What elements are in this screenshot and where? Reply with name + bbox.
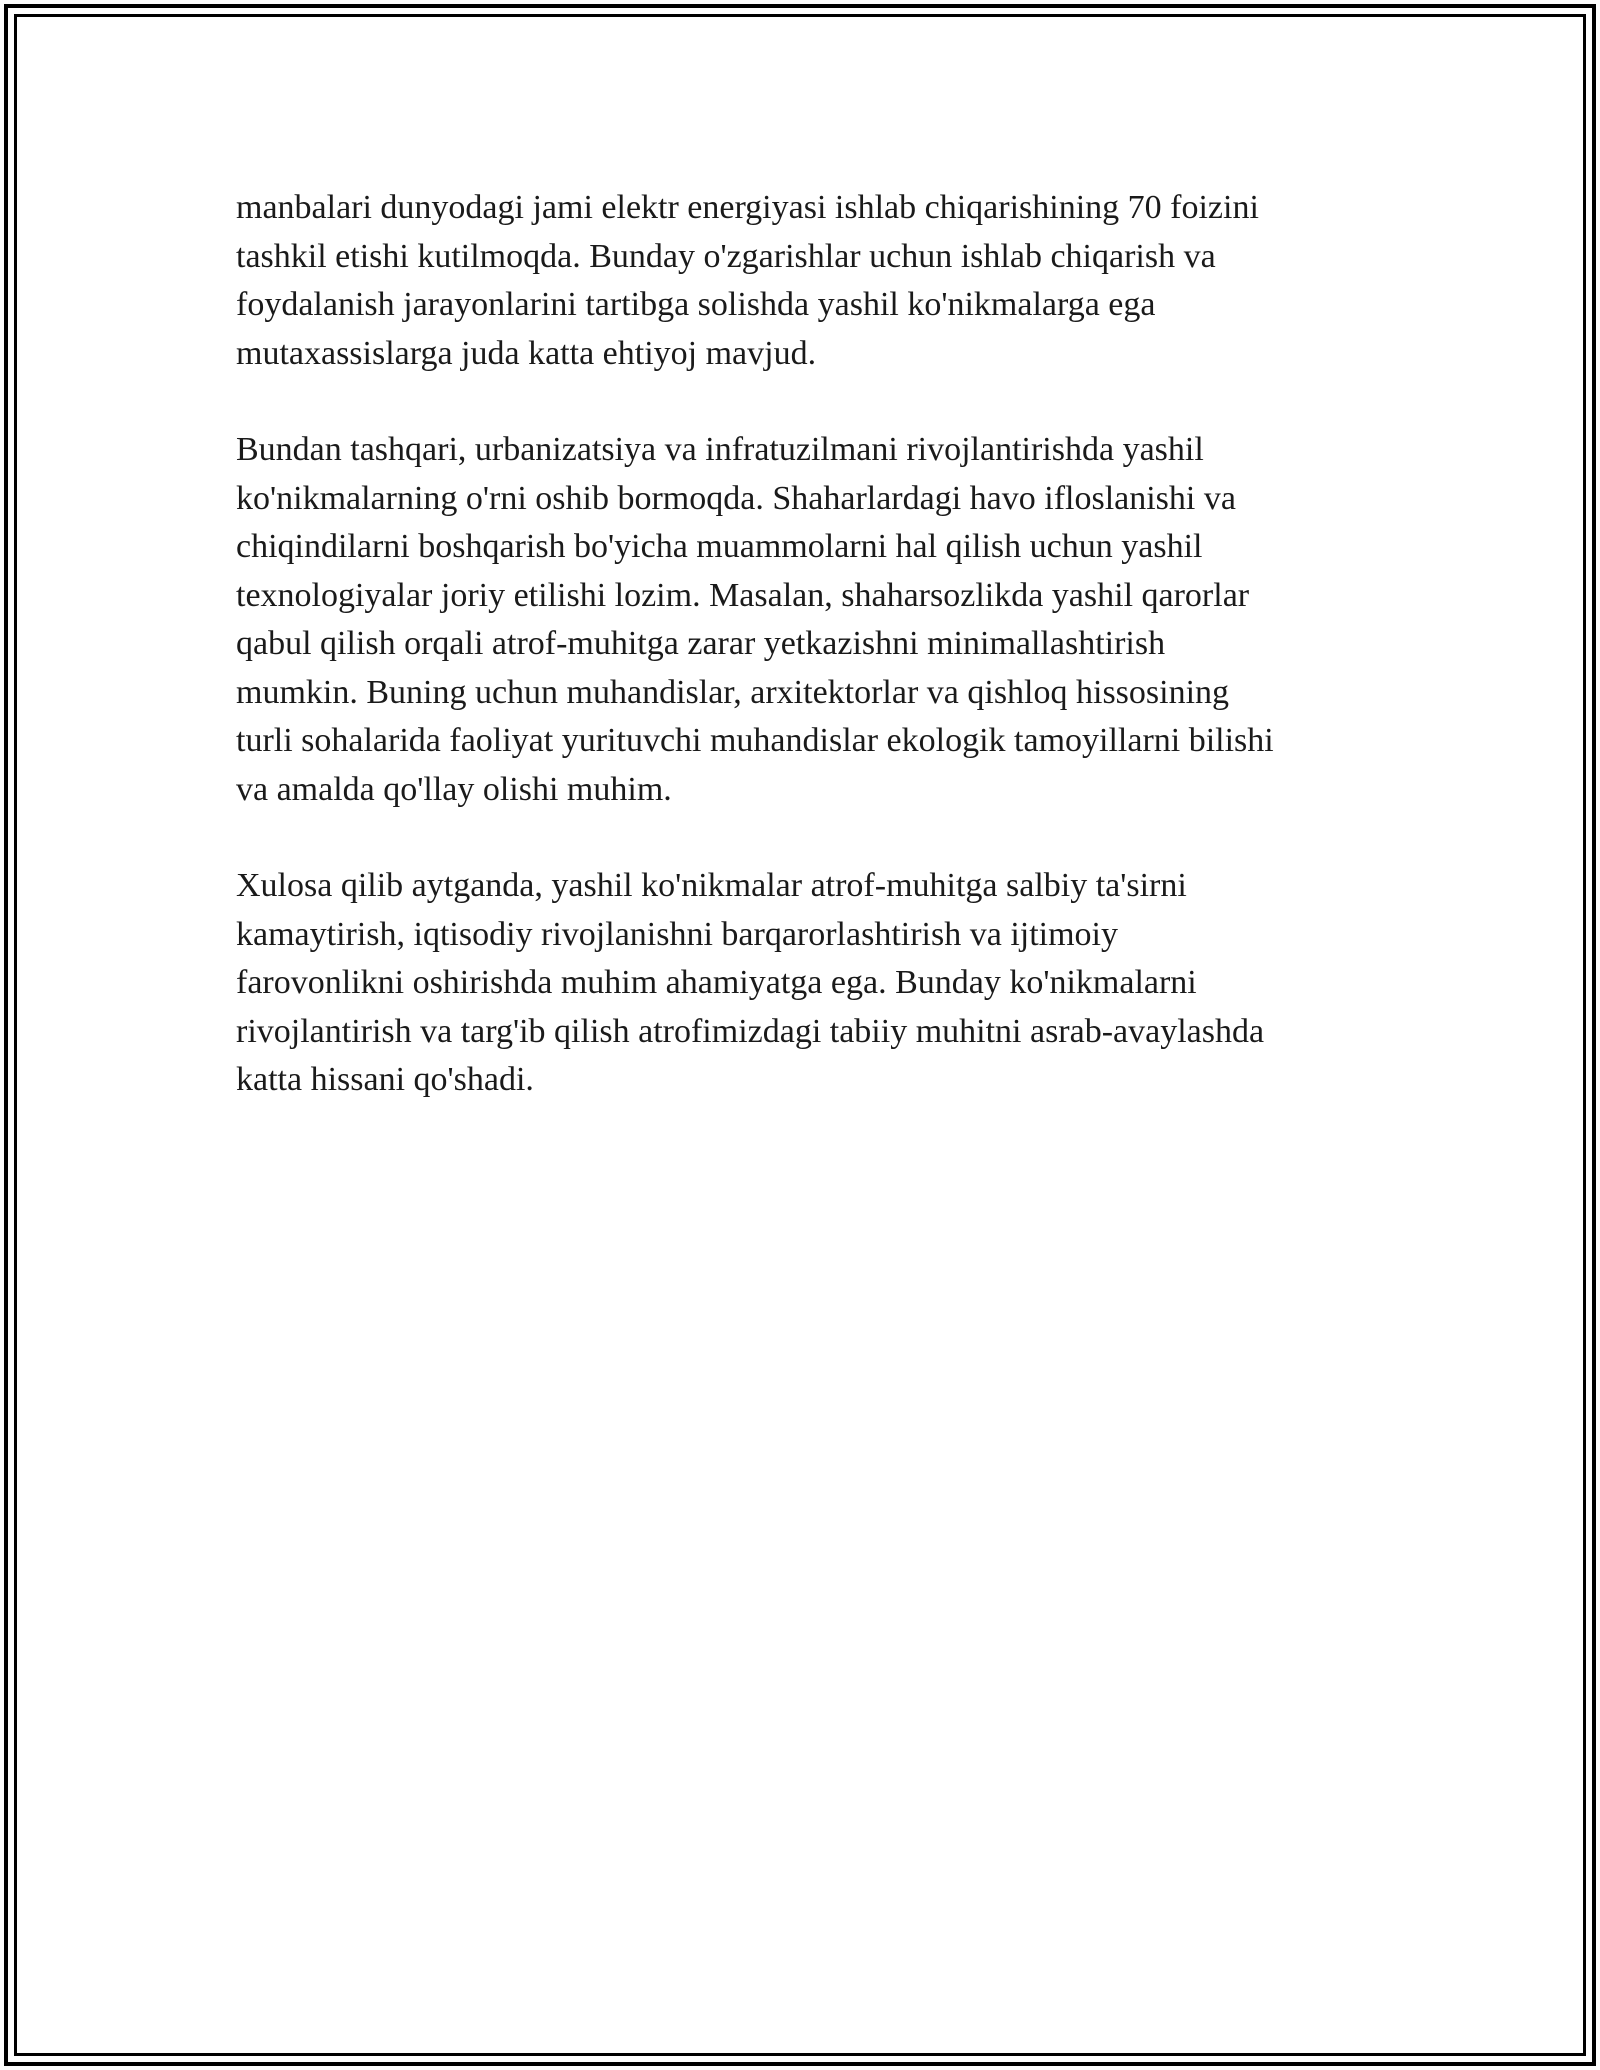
paragraph-2: Bundan tashqari, urbanizatsiya va infratuzilmani rivojlantirishda yashil ko'nikmalarning o'rni oshib bormoqda. Shaharlardagi havo ifloslanishi va chiqindilarni boshqarish bo'yicha muammolarni hal qilish uchun yashil texnologiyalar joriy etilishi lozim. Masalan, shaharsozlikda yashil qarorlar qabul qilish orqali atrof-muhitga zarar yetkazishni minimallashtirish mumkin. Buning uchun muhandislar, arxitektorlar va qishloq hissosining turli sohalarida faoliyat yurituvchi muhandislar ekologik tamoyillarni bilishi va amalda qo'llay olishi muhim.	[236, 431, 1274, 808]
paragraph-3: Xulosa qilib aytganda, yashil ko'nikmalar atrof-muhitga salbiy ta'sirni kamaytirish, iqtisodiy rivojlanishni barqarorlashtirish va ijtimoiy farovonlikni oshirishda muhim ahamiyatga ega. Bunday ko'nikmalarni rivojlantirish va targ'ib qilish atrofimizdagi tabiiy muhitni asrab-avaylashda katta hissani qo'shadi.	[236, 867, 1265, 1098]
paragraph-1: manbalari dunyodagi jami elektr energiyasi ishlab chiqarishining 70 foizini tashkil etishi kutilmoqda. Bunday o'zgarishlar uchun ishlab chiqarish va foydalanish jarayonlarini tartibga solishda yashil ko'nikmalarga ega mutaxassislarga juda katta ehtiyoj mavjud.	[236, 189, 1259, 372]
document-body	[236, 184, 1366, 1153]
